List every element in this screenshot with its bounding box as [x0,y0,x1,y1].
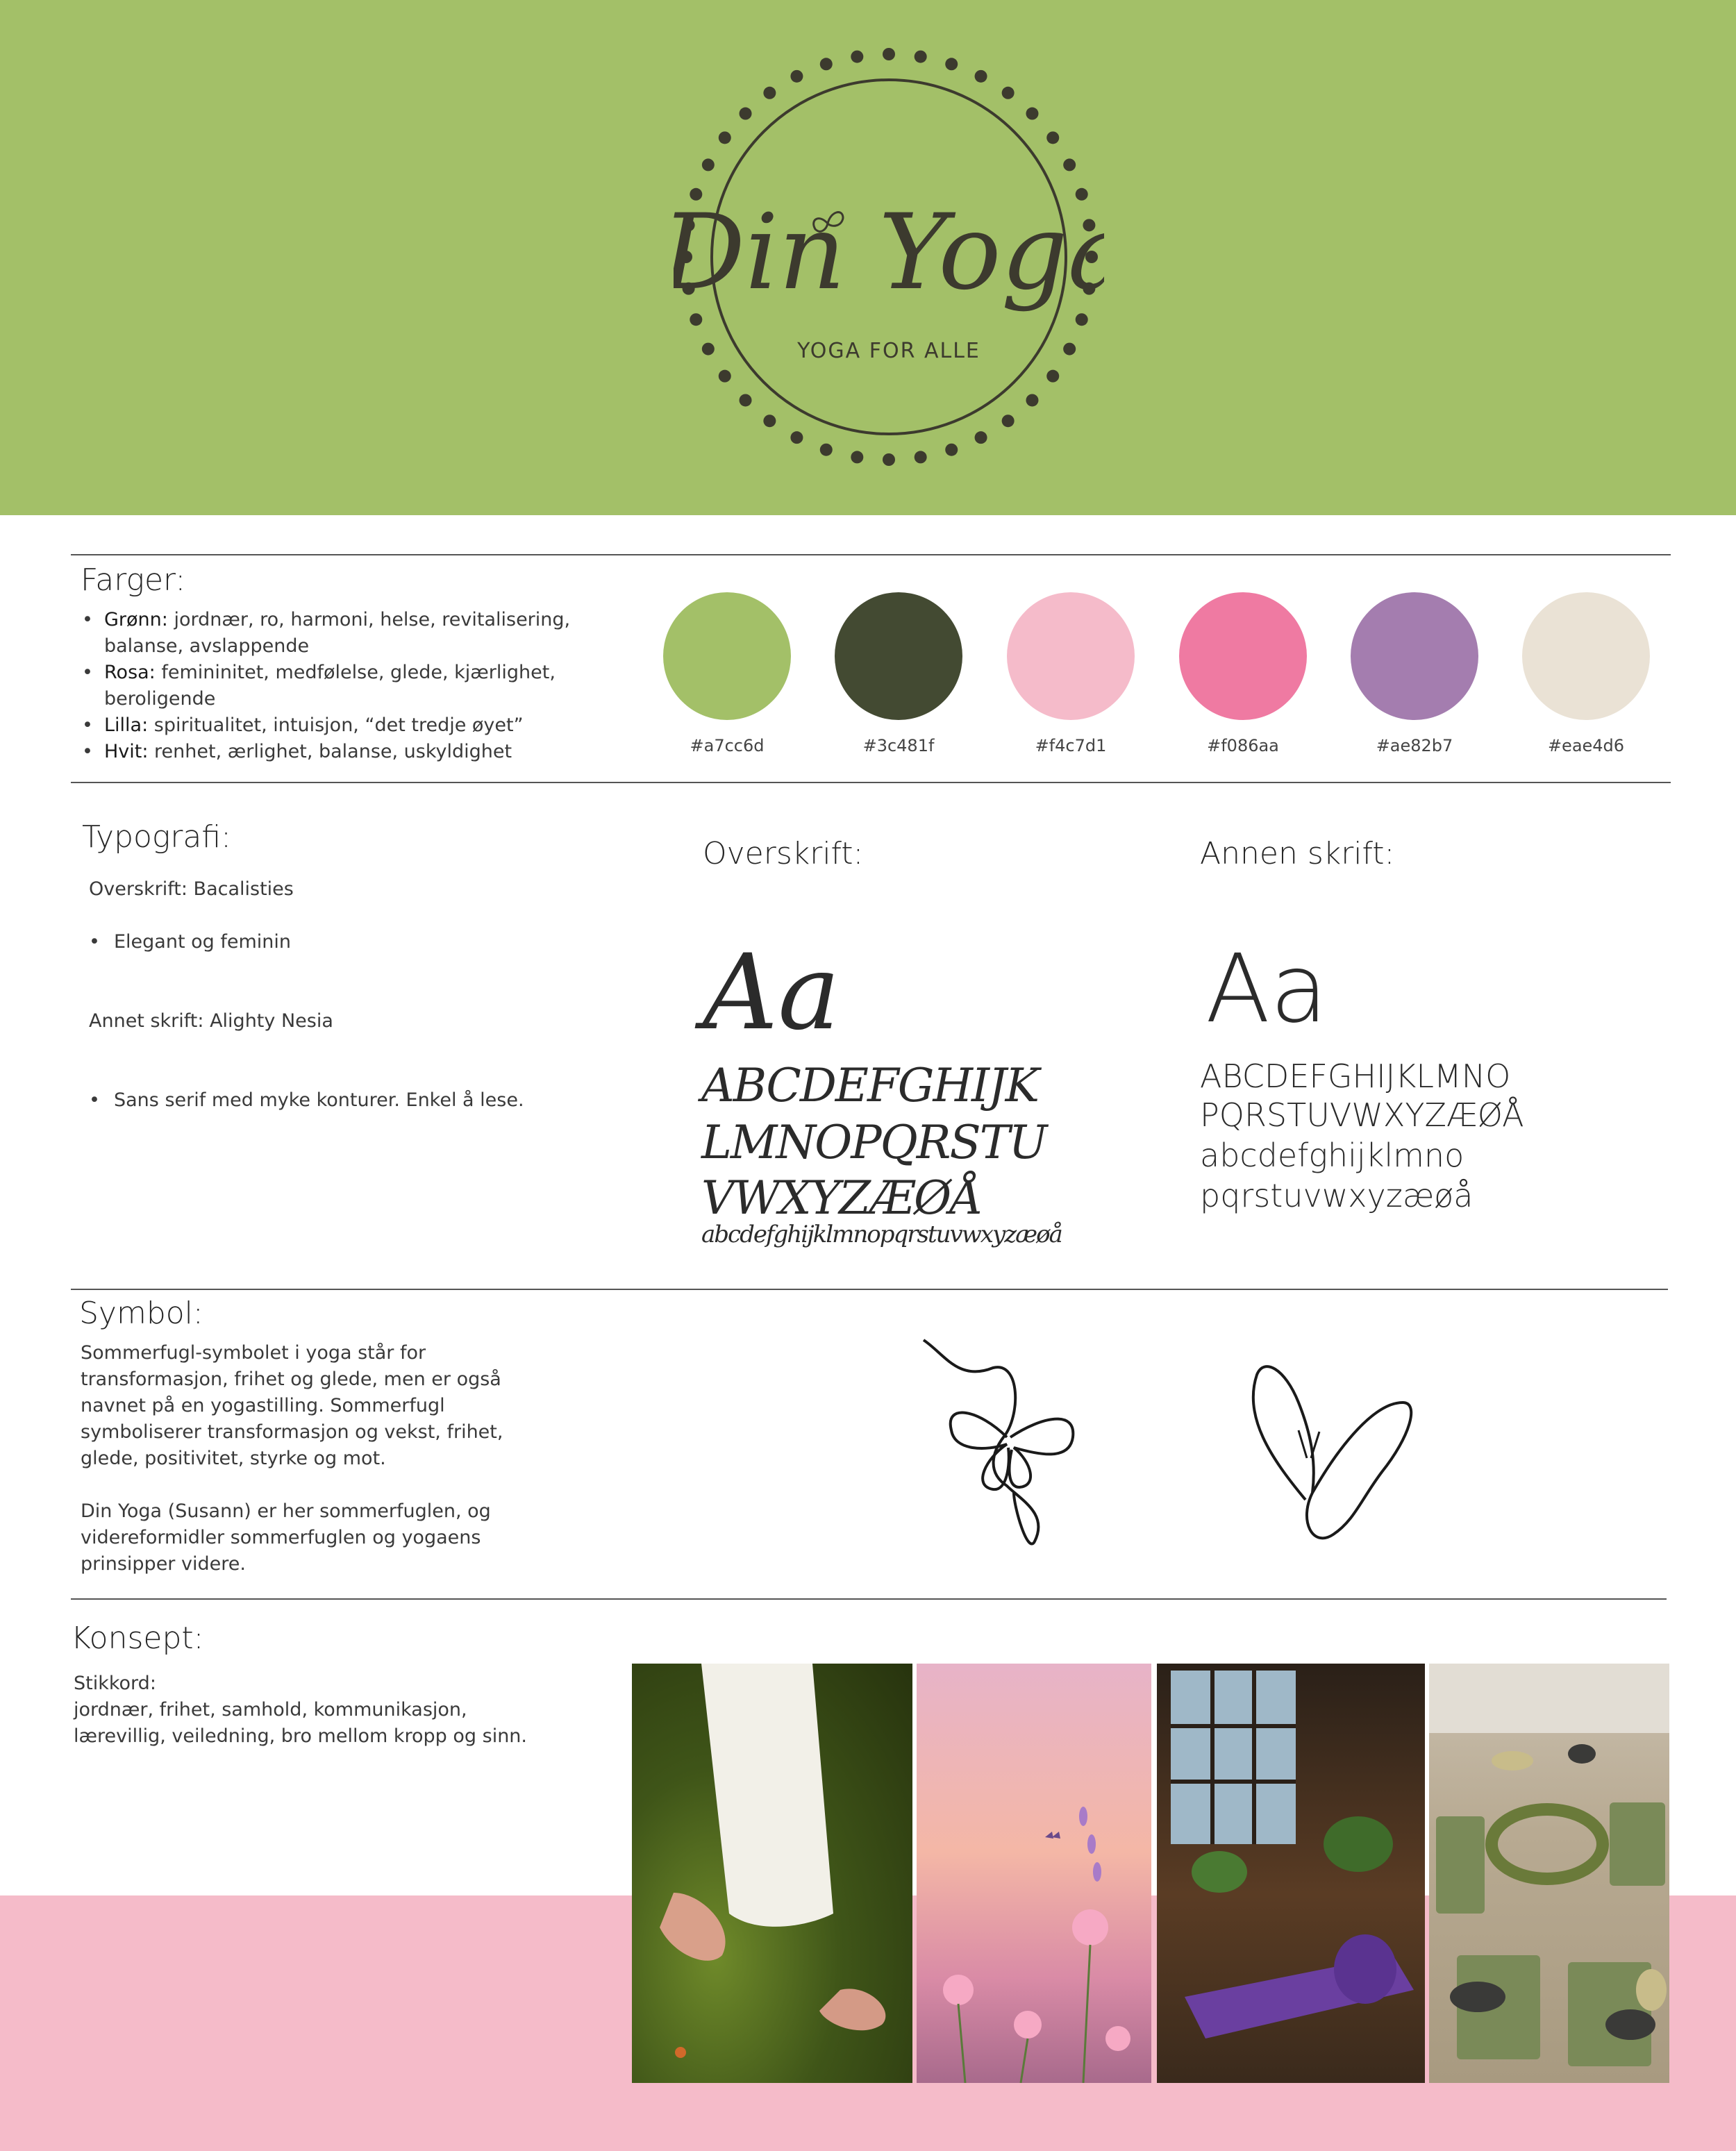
logo-dot [851,51,863,63]
butterfly-line-icon [917,1333,1097,1555]
list-item: • Rosa: femininitet, medfølelse, glede, kjærlighet, beroligende [82,660,610,712]
logo-dot [945,58,958,70]
photo-feet-grass-art [632,1664,912,2083]
photo-studio-mat [1157,1664,1425,2083]
logo-dot [719,131,731,144]
logo-dot [702,343,715,355]
overskrift-label: Overskrift: [703,836,864,871]
logo-tagline: YOGA FOR ALLE [797,339,980,363]
symbol-paragraph: Sommerfugl-symbolet i yoga står for transformasjon, frihet og glede, men er også navnet på en yogastilling. Sommerfugl symboliserer transformasjon og vekst, frihet, glede, positivitet, styrke og mot. [81,1342,503,1469]
hex-label: #eae4d6 [1547,736,1625,755]
symbol-description [81,1340,525,1577]
divider [71,782,1671,783]
script-alphabet-line: VWXYZÆØÅ [701,1171,982,1225]
typografi-title: Typografi: [82,819,231,855]
header-banner [0,0,1736,515]
logo-dot [740,108,752,120]
swatch-dark-green [835,592,962,720]
logo-dot [702,158,715,171]
logo-dot [1063,158,1076,171]
logo-dot [763,415,776,427]
script-alphabet-line: abcdefghijklmnopqrstuvwxyzæøå [701,1221,1062,1248]
sans-alphabet-line: PQRSTUVWXYZÆØÅ [1200,1096,1524,1134]
logo-dot [790,70,803,83]
logo-dot [1046,131,1059,144]
hex-label: #a7cc6d [690,736,765,755]
sans-alphabet-line: pqrstuvwxyzæøå [1200,1177,1474,1214]
logo-dot [915,51,927,63]
sans-sample-aa: Aa [1205,935,1328,1044]
brand-logo [674,42,1104,472]
divider [71,1598,1667,1600]
logo-dot [915,451,927,463]
divider [71,1289,1668,1290]
swatch-pink [1179,592,1307,720]
logo-dot [690,313,702,326]
swatch-green [663,592,791,720]
keywords-label: Stikkord: [74,1673,156,1694]
heading-font-name: Overskrift: Bacalisties [89,878,294,900]
logo-dot [1076,313,1088,326]
logo-dot [1026,394,1038,406]
photo-yoga-circle-art [1429,1664,1669,2083]
logo-dot [1046,370,1059,383]
logo-dot [883,453,895,466]
hex-label: #3c481f [862,736,935,755]
hex-label: #f4c7d1 [1035,736,1107,755]
keywords-text: jordnær, frihet, samhold, kommunikasjon, lærevillig, veiledning, bro mellom kropp og sinn. [74,1699,527,1747]
logo-dot [851,451,863,463]
farger-title: Farger: [81,562,186,598]
logo-dot [820,58,833,70]
list-item: • Lilla: spiritualitet, intuisjon, “det tredje øyet” [82,712,610,739]
swatch-purple [1351,592,1478,720]
logo-dot [1002,415,1015,427]
annen-skrift-label: Annen skrift: [1200,836,1395,871]
logo-dot [1063,343,1076,355]
photo-studio-art [1157,1664,1425,2083]
logo-dot [975,70,987,83]
logo-dot [820,444,833,456]
logo-script-name: Din Yoga [674,192,1104,313]
logo-dot [945,444,958,456]
list-item: • Hvit: renhet, ærlighet, balanse, uskyldighet [82,739,610,765]
logo-dot [719,370,731,383]
logo-dot [740,394,752,406]
symbol-title: Symbol: [79,1296,203,1331]
logo-dot [763,87,776,99]
butterfly-outline-icon [1229,1354,1417,1541]
photo-flowers-sunset [917,1664,1151,2083]
symbol-paragraph: Din Yoga (Susann) er her sommerfuglen, og videreformidler sommerfuglen og yogaens prinsipper videre. [81,1500,491,1575]
photo-feet-grass [632,1664,912,2083]
photo-flowers-art [917,1664,1151,2083]
other-font-name: Annet skrift: Alighty Nesia [89,1010,333,1032]
other-font-note: • Sans serif med myke konturer. Enkel å lese. [89,1087,1736,1114]
konsept-title: Konsept: [71,1621,204,1656]
script-alphabet-line: LMNOPQRSTU [701,1116,1046,1169]
photo-yoga-circle [1429,1664,1669,2083]
hex-label: #f086aa [1207,736,1279,755]
logo-dot [1002,87,1015,99]
list-item: • Grønn: jordnær, ro, harmoni, helse, revitalisering, balanse, avslappende [82,607,610,660]
script-alphabet-line: ABCDEFGHIJK [701,1059,1038,1112]
sans-alphabet-line: abcdefghijklmno [1200,1137,1464,1174]
divider [71,554,1671,555]
hex-label: #ae82b7 [1376,736,1453,755]
logo-dot [1026,108,1038,120]
logo-dot [883,48,895,60]
logo-dot [790,431,803,444]
logo-dot [975,431,987,444]
color-meaning-list [82,607,610,765]
heading-font-note: • Elegant og feminin [89,929,1736,955]
swatch-light-pink [1007,592,1135,720]
sans-alphabet-line: ABCDEFGHIJKLMNO [1200,1057,1511,1095]
swatch-cream [1522,592,1650,720]
script-sample-aa: Aa [703,932,840,1053]
logo-graphic [674,42,1104,472]
